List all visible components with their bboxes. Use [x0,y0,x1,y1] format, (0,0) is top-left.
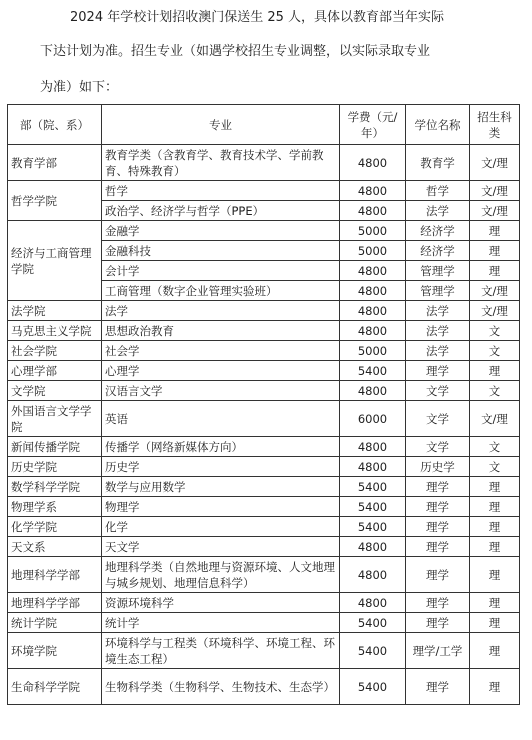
table-row [8,437,520,457]
table-header-row [8,105,520,145]
header-fee: 学费（元/年） [340,105,406,145]
table-row [8,517,520,537]
fee-cell: 5400 [340,633,406,669]
fee-cell: 5000 [340,241,406,261]
table-row [8,145,520,181]
degree-cell: 文学 [406,381,470,401]
major-cell: 工商管理（数字企业管理实验班） [102,281,340,301]
subject-cell: 理 [470,221,520,241]
major-cell: 会计学 [102,261,340,281]
fee-cell: 5000 [340,221,406,241]
table-row [8,401,520,437]
fee-cell: 4800 [340,593,406,613]
dept-cell: 生命科学学院 [8,669,102,705]
subject-cell: 文 [470,321,520,341]
subject-cell: 文/理 [470,201,520,221]
degree-cell: 文学 [406,401,470,437]
fee-cell: 4800 [340,301,406,321]
subject-cell: 理 [470,241,520,261]
dept-cell: 天文系 [8,537,102,557]
degree-cell: 理学 [406,537,470,557]
fee-cell: 4800 [340,201,406,221]
dept-cell: 心理学部 [8,361,102,381]
dept-cell: 地理科学学部 [8,557,102,593]
subject-cell: 文 [470,457,520,477]
dept-cell: 社会学院 [8,341,102,361]
degree-cell: 管理学 [406,261,470,281]
table-row [8,361,520,381]
degree-cell: 理学 [406,497,470,517]
major-cell: 汉语言文学 [102,381,340,401]
intro-line-1: 2024 年学校计划招收澳门保送生 25 人，具体以教育部当年实际 [70,10,445,25]
subject-cell: 理 [470,261,520,281]
major-cell: 心理学 [102,361,340,381]
major-cell: 历史学 [102,457,340,477]
degree-cell: 理学 [406,517,470,537]
major-cell: 天文学 [102,537,340,557]
fee-cell: 4800 [340,261,406,281]
degree-cell: 理学 [406,361,470,381]
table-row [8,633,520,669]
major-cell: 金融科技 [102,241,340,261]
dept-cell: 法学院 [8,301,102,321]
table-row [8,181,520,201]
table-row [8,321,520,341]
dept-cell: 物理学系 [8,497,102,517]
fee-cell: 4800 [340,381,406,401]
subject-cell: 理 [470,537,520,557]
fee-cell: 5400 [340,613,406,633]
subject-cell: 文/理 [470,145,520,181]
table-row [8,477,520,497]
degree-cell: 哲学 [406,181,470,201]
table-row [8,221,520,241]
subject-cell: 理 [470,633,520,669]
fee-cell: 4800 [340,181,406,201]
degree-cell: 法学 [406,301,470,321]
dept-cell: 教育学部 [8,145,102,181]
subject-cell: 文 [470,341,520,361]
major-cell: 传播学（网络新媒体方向） [102,437,340,457]
fee-cell: 5400 [340,517,406,537]
table-row [8,593,520,613]
intro-line-3: 为准）如下： [40,80,119,95]
degree-cell: 理学 [406,557,470,593]
fee-cell: 5400 [340,477,406,497]
fee-cell: 4800 [340,457,406,477]
major-cell: 生物科学类（生物科学、生物技术、生态学） [102,669,340,705]
subject-cell: 文 [470,381,520,401]
degree-cell: 理学 [406,593,470,613]
major-cell: 环境科学与工程类（环境科学、环境工程、环境生态工程） [102,633,340,669]
subject-cell: 理 [470,361,520,381]
dept-cell: 历史学院 [8,457,102,477]
table-row [8,557,520,593]
fee-cell: 4800 [340,281,406,301]
table-row [8,457,520,477]
major-cell: 化学 [102,517,340,537]
table-row [8,669,520,705]
major-cell: 法学 [102,301,340,321]
degree-cell: 法学 [406,341,470,361]
subject-cell: 理 [470,613,520,633]
fee-cell: 5000 [340,341,406,361]
subject-cell: 理 [470,557,520,593]
subject-cell: 文 [470,437,520,457]
degree-cell: 理学 [406,669,470,705]
degree-cell: 管理学 [406,281,470,301]
dept-cell: 化学学院 [8,517,102,537]
enrollment-table [7,104,520,705]
subject-cell: 文/理 [470,401,520,437]
degree-cell: 历史学 [406,457,470,477]
dept-cell: 统计学院 [8,613,102,633]
fee-cell: 4800 [340,321,406,341]
dept-cell: 哲学学院 [8,181,102,221]
dept-cell: 经济与工商管理学院 [8,221,102,301]
intro-line-2: 下达计划为准。招生专业（如遇学校招生专业调整，以实际录取专业 [40,44,431,59]
table-row [8,497,520,517]
degree-cell: 经济学 [406,221,470,241]
major-cell: 政治学、经济学与哲学（PPE） [102,201,340,221]
subject-cell: 理 [470,477,520,497]
fee-cell: 4800 [340,437,406,457]
table-row [8,537,520,557]
dept-cell: 马克思主义学院 [8,321,102,341]
table-row [8,381,520,401]
major-cell: 哲学 [102,181,340,201]
major-cell: 教育学类（含教育学、教育技术学、学前教育、特殊教育） [102,145,340,181]
subject-cell: 文/理 [470,281,520,301]
dept-cell: 环境学院 [8,633,102,669]
dept-cell: 地理科学学部 [8,593,102,613]
header-subject: 招生科类 [470,105,520,145]
degree-cell: 法学 [406,201,470,221]
major-cell: 数学与应用数学 [102,477,340,497]
subject-cell: 理 [470,497,520,517]
fee-cell: 5400 [340,361,406,381]
subject-cell: 理 [470,669,520,705]
fee-cell: 4800 [340,557,406,593]
subject-cell: 文/理 [470,181,520,201]
fee-cell: 4800 [340,537,406,557]
dept-cell: 新闻传播学院 [8,437,102,457]
degree-cell: 理学/工学 [406,633,470,669]
degree-cell: 理学 [406,477,470,497]
fee-cell: 5400 [340,497,406,517]
degree-cell: 理学 [406,613,470,633]
degree-cell: 经济学 [406,241,470,261]
header-degree: 学位名称 [406,105,470,145]
major-cell: 金融学 [102,221,340,241]
table-row [8,613,520,633]
header-dept: 部（院、系） [8,105,102,145]
table-row [8,341,520,361]
header-major: 专业 [102,105,340,145]
dept-cell: 数学科学学院 [8,477,102,497]
subject-cell: 理 [470,517,520,537]
degree-cell: 法学 [406,321,470,341]
subject-cell: 文/理 [470,301,520,321]
major-cell: 社会学 [102,341,340,361]
dept-cell: 外国语言文学学院 [8,401,102,437]
fee-cell: 6000 [340,401,406,437]
major-cell: 地理科学类（自然地理与资源环境、人文地理与城乡规划、地理信息科学） [102,557,340,593]
major-cell: 统计学 [102,613,340,633]
major-cell: 英语 [102,401,340,437]
degree-cell: 教育学 [406,145,470,181]
major-cell: 物理学 [102,497,340,517]
dept-cell: 文学院 [8,381,102,401]
fee-cell: 5400 [340,669,406,705]
subject-cell: 理 [470,593,520,613]
degree-cell: 文学 [406,437,470,457]
table-row [8,301,520,321]
fee-cell: 4800 [340,145,406,181]
major-cell: 资源环境科学 [102,593,340,613]
major-cell: 思想政治教育 [102,321,340,341]
